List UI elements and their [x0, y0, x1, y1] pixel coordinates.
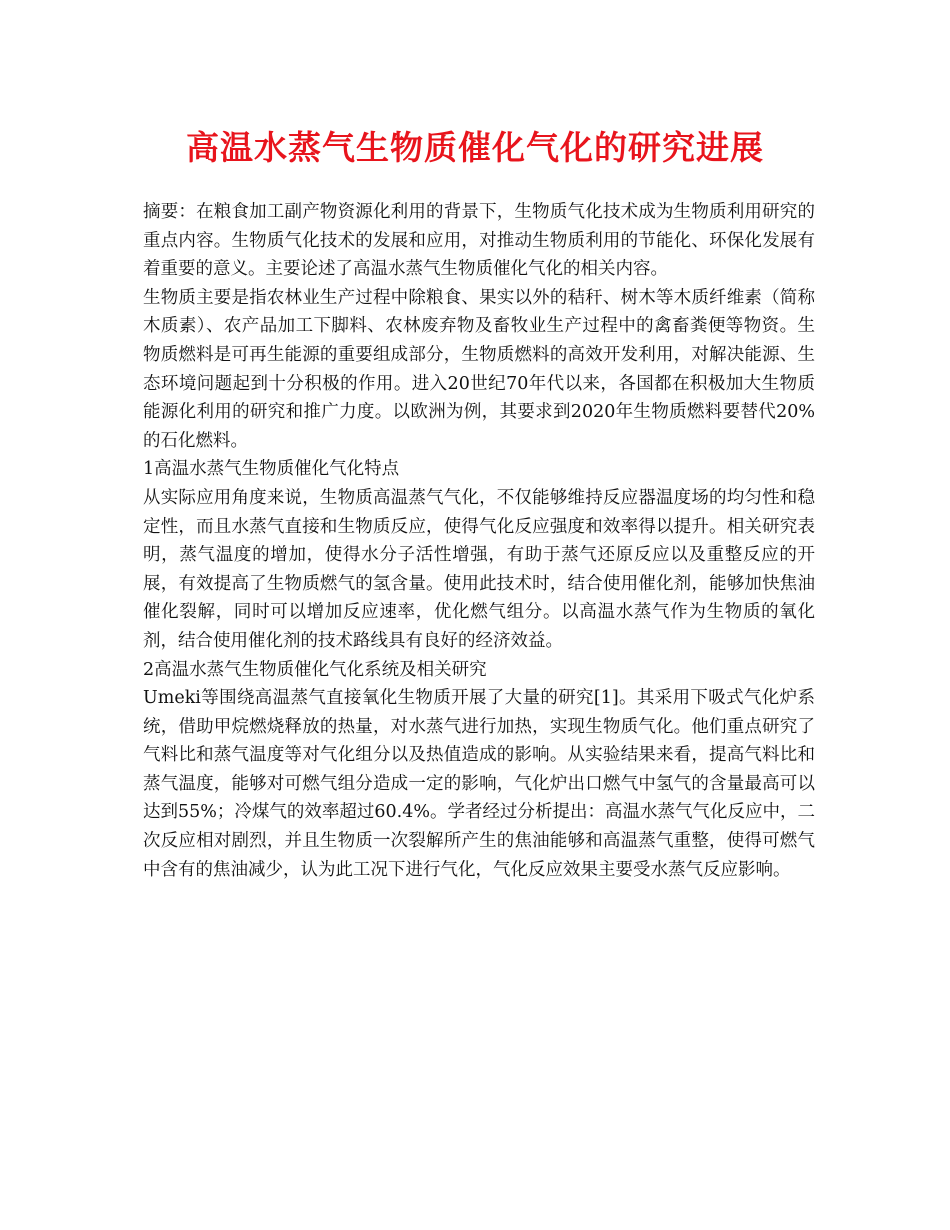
section-1-heading: 1高温水蒸气生物质催化气化特点 — [143, 459, 400, 480]
section-2-heading: 2高温水蒸气生物质催化气化系统及相关研究 — [143, 659, 487, 680]
document-body — [143, 198, 815, 884]
intro-paragraph: 生物质主要是指农林业生产过程中除粮食、果实以外的秸秆、树木等木质纤维素（简称木质素）、农产品加工下脚料、农林废弃物及畜牧业生产过程中的禽畜粪便等物资。生物质燃料是可再生能源的重要组成部分，生物质燃料的高效开发利用，对解决能源、生态环境问题起到十分积极的作用。进入20世纪70年代以来，各国都在积极加大生物质能源化利用的研究和推广力度。以欧洲为例，其要求到2020年生物质燃料要替代20%的石化燃料。 — [143, 287, 815, 451]
document-title: 高温水蒸气生物质催化气化的研究进展 — [186, 128, 764, 167]
section-1-paragraph: 从实际应用角度来说，生物质高温蒸气气化，不仅能够维持反应器温度场的均匀性和稳定性，而且水蒸气直接和生物质反应，使得气化反应强度和效率得以提升。相关研究表明，蒸气温度的增加，使得水分子活性增强，有助于蒸气还原反应以及重整反应的开展，有效提高了生物质燃气的氢含量。使用此技术时，结合使用催化剂，能够加快焦油催化裂解，同时可以增加反应速率，优化燃气组分。以高温水蒸气作为生物质的氧化剂，结合使用催化剂的技术路线具有良好的经济效益。 — [143, 487, 815, 651]
section-2-paragraph: Umeki等围绕高温蒸气直接氧化生物质开展了大量的研究[1]。其采用下吸式气化炉系统，借助甲烷燃烧释放的热量，对水蒸气进行加热，实现生物质气化。他们重点研究了气料比和蒸气温度等对气化组分以及热值造成的影响。从实验结果来看，提高气料比和蒸气温度，能够对可燃气组分造成一定的影响，气化炉出口燃气中氢气的含量最高可以达到55%；冷煤气的效率超过60.4%。学者经过分析提出：高温水蒸气气化反应中，二次反应相对剧烈，并且生物质一次裂解所产生的焦油能够和高温蒸气重整，使得可燃气中含有的焦油减少，认为此工况下进行气化，气化反应效果主要受水蒸气反应影响。 — [143, 688, 815, 880]
abstract-paragraph: 摘要：在粮食加工副产物资源化利用的背景下，生物质气化技术成为生物质利用研究的重点内容。生物质气化技术的发展和应用，对推动生物质利用的节能化、环保化发展有着重要的意义。主要论述了高温水蒸气生物质催化气化的相关内容。 — [143, 202, 815, 280]
